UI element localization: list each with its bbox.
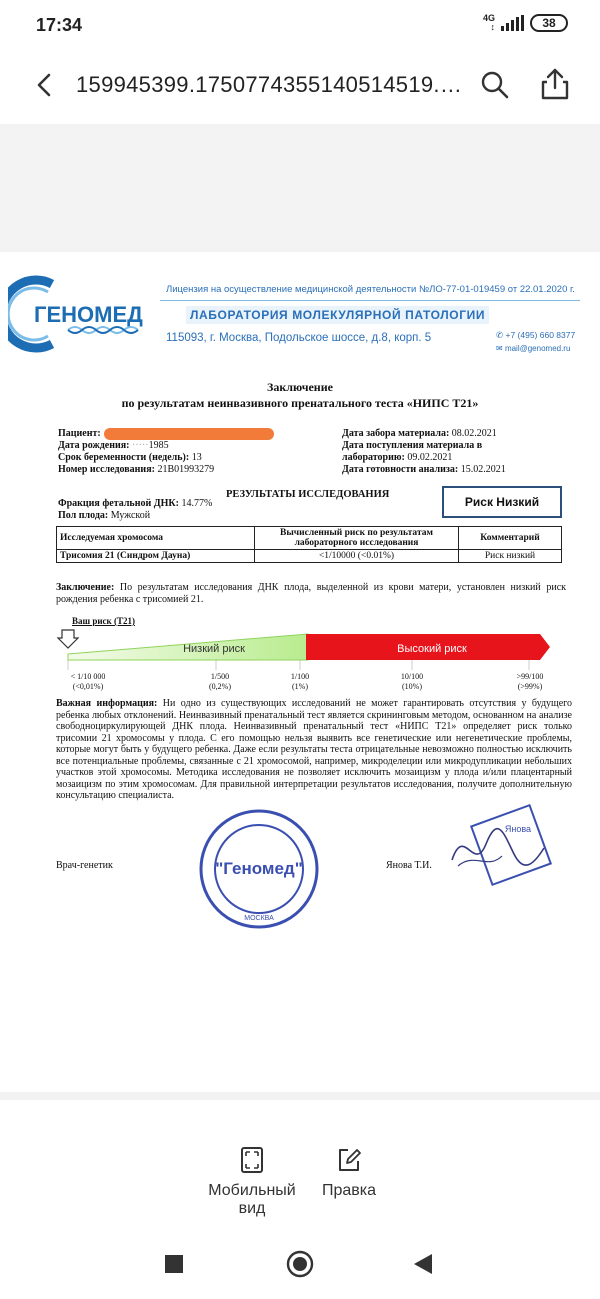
- study-number: Номер исследования: 21B01993279: [58, 464, 215, 475]
- recent-apps-icon[interactable]: [164, 1254, 184, 1274]
- mail-icon: ✉: [496, 344, 505, 353]
- svg-text:МОСКВА: МОСКВА: [244, 915, 274, 922]
- genomed-logo: [8, 274, 158, 354]
- sample-date: Дата забора материала: 08.02.2021: [342, 428, 497, 439]
- table-cell: Риск низкий: [459, 550, 562, 563]
- lab-name: ЛАБОРАТОРИЯ МОЛЕКУЛЯРНОЙ ПАТОЛОГИИ: [186, 306, 489, 324]
- app-bar: [0, 52, 600, 122]
- status-indicators: [483, 14, 568, 32]
- pdf-viewer[interactable]: [0, 124, 600, 1100]
- pdf-page: [0, 252, 600, 1092]
- table-cell: Трисомия 21 (Синдром Дауна): [57, 550, 255, 563]
- your-risk-label: Ваш риск (Т21): [72, 616, 135, 626]
- mobile-view-icon: [239, 1146, 265, 1174]
- scale-tick-label: < 1/10 000 (<0,01%): [70, 672, 106, 691]
- doctor-role: Врач-генетик: [56, 860, 113, 871]
- status-time: 17:34: [36, 15, 83, 35]
- fetal-fraction: Фракция фетальной ДНК: 14.77%: [58, 498, 213, 509]
- table-header-row: [57, 527, 562, 550]
- back-nav-icon[interactable]: [412, 1252, 434, 1276]
- svg-text:Высокий риск: Высокий риск: [397, 643, 467, 655]
- results-table: [56, 526, 562, 563]
- system-nav-bar: [0, 1228, 600, 1299]
- lab-email: ✉ mail@genomed.ru: [496, 344, 571, 353]
- patient-label: Пациент:: [58, 428, 101, 439]
- document-subtitle: по результатам неинвазивного пренатального теста «НИПС Т21»: [121, 396, 479, 410]
- battery-icon: 38: [530, 14, 568, 32]
- lab-address: 115093, г. Москва, Подольское шоссе, д.8, корп. 5: [166, 332, 432, 344]
- risk-scale: [56, 626, 556, 676]
- scale-tick-label: 1/500 (0,2%): [209, 672, 231, 691]
- important-info: Важная информация: Ни одно из существующих исследований не может гарантировать отсутствия у будущего ребенка любых отклонений. Неинвазивный пренатальный тест является скрининговым методом, основанном на анализе свободноциркулирующей ДНК плода. Неинвазивный пренатальный тест «НИПС Т21» определяет риск только трисомии 21 хромосомы у плода. С его помощью нельзя выявить все генетические или негенетические проблемы, которые могут быть у будущего ребенка. Даже если результаты теста отрицательные невозможно полностью исключить все потенциальные проблемы, связанные с 21 хромосомой, например, микроделеции или микродупликации небольших участков этой хромосомы. Методика исследования не позволяет исключить мозаицизм у плода и/или плацентарный мозаицизм по этим хромосомам. Для правильной интерпретации результатов исследования, получите дополнительную консультацию специалиста.: [56, 698, 573, 801]
- conclusion: Заключение: По результатам исследования ДНК плода, выделенной из крови матери, установлен низкий риск рождения ребенка с трисомией 21.: [56, 582, 566, 605]
- signer-name: Янова Т.И.: [386, 860, 432, 871]
- svg-text:ГЕНОМЕД: ГЕНОМЕД: [34, 302, 143, 327]
- document-title: Заключение: [267, 380, 333, 394]
- table-header: Исследуемая хромосома: [57, 527, 255, 550]
- fetal-sex: Пол плода: Мужской: [58, 510, 151, 521]
- scale-tick-label: 1/100 (1%): [290, 672, 310, 691]
- svg-text:"Геномед": "Геномед": [215, 859, 303, 878]
- risk-badge: Риск Низкий: [442, 486, 562, 518]
- mobile-view-label: Мобильный вид: [208, 1182, 296, 1217]
- search-icon[interactable]: [478, 68, 512, 102]
- scale-tick-label: 10/100 (10%): [400, 672, 424, 691]
- arrival-date-line2: лабораторию: 09.02.2021: [342, 452, 453, 463]
- home-icon[interactable]: [286, 1250, 314, 1278]
- lab-phone: ✆ +7 (495) 660 8377: [496, 330, 576, 340]
- risk-marker-arrow-icon: [58, 630, 78, 648]
- edit-label: Правка: [321, 1182, 377, 1199]
- network-type: 4G ↕: [482, 13, 495, 32]
- redaction-mark: [104, 428, 274, 440]
- signature-stamp: [444, 804, 564, 904]
- file-title: 159945399.1750774355140514519.…: [76, 72, 463, 97]
- arrival-date-line1: Дата поступления материала в: [342, 440, 483, 451]
- scale-tick-label: >99/100 (>99%): [516, 672, 544, 691]
- svg-text:Низкий риск: Низкий риск: [183, 643, 245, 655]
- bottom-action-bar: [0, 1122, 600, 1228]
- mobile-view-button[interactable]: [196, 1146, 308, 1218]
- header-divider: [160, 300, 580, 301]
- table-row: [57, 550, 562, 563]
- birth-date: Дата рождения: ·····1985: [58, 440, 169, 451]
- table-header: Комментарий: [459, 527, 562, 550]
- share-icon[interactable]: [538, 66, 572, 102]
- signal-icon: [501, 15, 524, 31]
- table-cell: <1/10000 (<0.01%): [255, 550, 459, 563]
- license-text: Лицензия на осуществление медицинской деятельности №ЛО-77-01-019459 от 22.01.2020 г.: [166, 284, 575, 295]
- phone-icon: ✆: [496, 330, 506, 340]
- svg-text:Янова: Янова: [504, 824, 532, 834]
- pregnancy-term: Срок беременности (недель): 13: [58, 452, 202, 463]
- back-arrow-icon[interactable]: [30, 70, 60, 100]
- status-bar: [0, 0, 600, 52]
- company-stamp: [196, 806, 322, 932]
- edit-button[interactable]: [314, 1146, 384, 1200]
- ready-date: Дата готовности анализа: 15.02.2021: [342, 464, 506, 475]
- table-header: Вычисленный риск по результатам лабораторного исследования: [255, 527, 459, 550]
- edit-icon: [336, 1146, 362, 1174]
- results-title: РЕЗУЛЬТАТЫ ИССЛЕДОВАНИЯ: [226, 489, 390, 500]
